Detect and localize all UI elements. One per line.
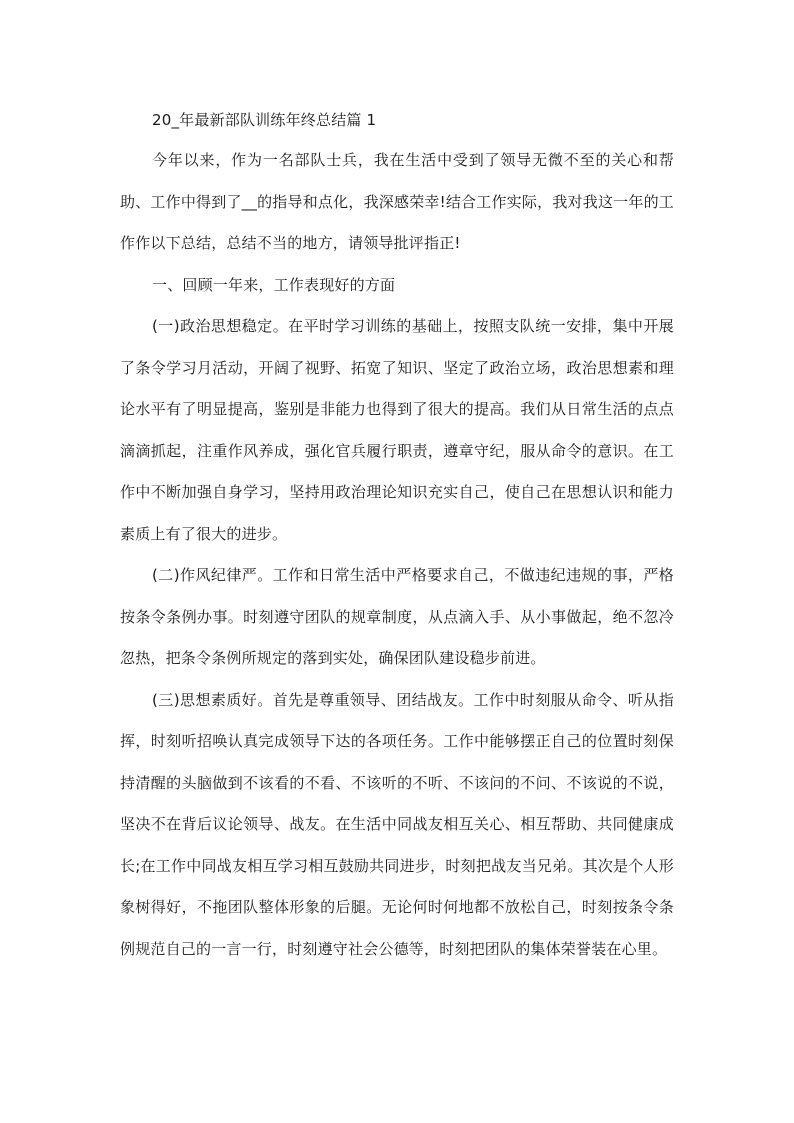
paragraph-discipline: (二)作风纪律严。工作和日常生活中严格要求自己，不做违纪违规的事，严格按条令条例办事。时刻遵守团队的规章制度，从点滴入手、从小事做起，绝不忽冷忽热，把条令条例所规定的落到实处，确保团队建设稳步前进。 [120,566,674,667]
paragraph-political-thought: (一)政治思想稳定。在平时学习训练的基础上，按照支队统一安排，集中开展了条令学习月活动，开阔了视野、拓宽了知识、坚定了政治立场，政治思想素和理论水平有了明显提高，鉴别是非能力也得到了很大的提高。我们从日常生活的点点滴滴抓起，注重作风养成，强化官兵履行职责，遵章守纪，服从命令的意识。在工作中不断加强自身学习，坚持用政治理论知识充实自己，使自己在思想认识和能力素质上有了很大的进步。 [120,317,674,543]
intro-paragraph: 今年以来，作为一名部队士兵，我在生活中受到了领导无微不至的关心和帮助、工作中得到了__的指导和点化，我深感荣幸!结合工作实际，我对我这一年的工作作以下总结，总结不当的地方，请领导批评指正! [120,151,674,252]
paragraph-ideological-quality: (三)思想素质好。首先是尊重领导、团结战友。工作中时刻服从命令、听从指挥，时刻听招唤认真完成领导下达的各项任务。工作中能够摆正自己的位置时刻保持清醒的头脑做到不该看的不看、不该听的不听、不该问的不问、不该说的不说，坚决不在背后议论领导、战友。在生活中同战友相互关心、相互帮助、共同健康成长;在工作中同战友相互学习相互鼓励共同进步，时刻把战友当兄弟。其次是个人形象树得好，不拖团队整体形象的后腿。无论何时何地都不放松自己，时刻按条令条例规范自己的一言一行，时刻遵守社会公德等，时刻把团队的集体荣誉装在心里。 [120,690,674,958]
section-heading: 一、回顾一年来，工作表现好的方面 [152,275,396,294]
document-title: 20_年最新部队训练年终总结篇 1 [152,111,377,129]
